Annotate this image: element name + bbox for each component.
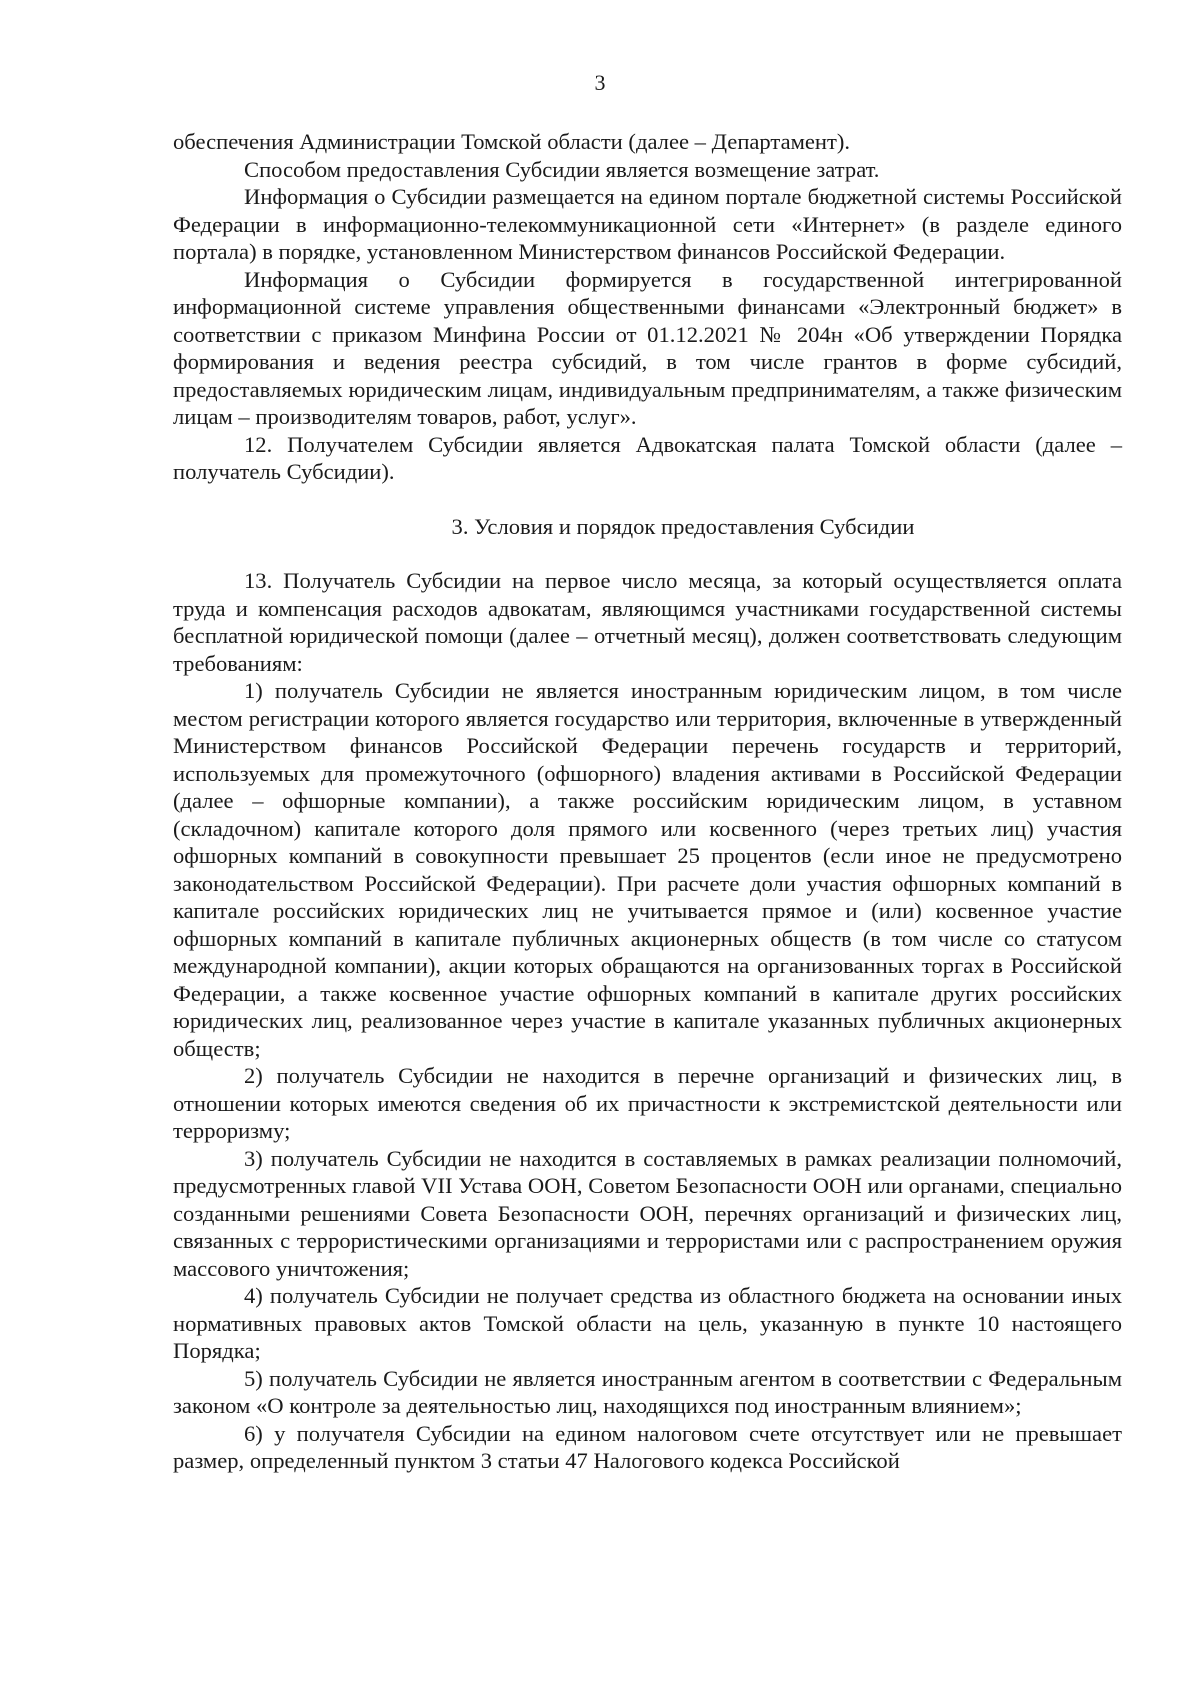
paragraph-portal-info: Информация о Субсидии размещается на едином портале бюджетной системы Российской Федерации в информационно-телекоммуникационной сети «Интернет» (в разделе единого портала) в порядке, установленном Министерством финансов Российской Федерации. — [173, 184, 1122, 264]
paragraph-continuation: обеспечения Администрации Томской области (далее – Департамент). — [173, 129, 851, 154]
section-heading: 3. Условия и порядок предоставления Субсидии — [451, 513, 915, 539]
paragraph-item-13: 13. Получатель Субсидии на первое число месяца, за который осуществляется оплата труда и компенсация расходов адвокатам, являющимся участниками государственной системы бесплатной юридической помощи (далее – отчетный месяц), должен соответствовать следующим требованиям: — [173, 568, 1122, 676]
document-body — [173, 128, 1122, 1475]
list-item-4: 4) получатель Субсидии не получает средства из областного бюджета на основании иных нормативных правовых актов Томской области на цель, указанную в пункте 10 настоящего Порядка; — [173, 1283, 1122, 1363]
list-item-6: 6) у получателя Субсидии на едином налоговом счете отсутствует или не превышает размер, определенный пунктом 3 статьи 47 Налогового кодекса Российской — [173, 1420, 1122, 1473]
list-item-5: 5) получатель Субсидии не является иностранным агентом в соответствии с Федеральным законом «О контроле за деятельностью лиц, находящихся под иностранным влиянием»; — [173, 1365, 1122, 1418]
paragraph-method: Способом предоставления Субсидии является возмещение затрат. — [244, 156, 880, 182]
page-number: 3 — [594, 70, 606, 95]
list-item-3: 3) получатель Субсидии не находится в составляемых в рамках реализации полномочий, предусмотренных главой VII Устава ООН, Советом Безопасности ООН или органами, специально созданными решениями Совета Безопасности ООН, перечнях организаций и физических лиц, связанных с террористическими организациями и террористами или с распространением оружия массового уничтожения; — [173, 1145, 1122, 1281]
list-item-2: 2) получатель Субсидии не находится в перечне организаций и физических лиц, в отношении которых имеются сведения об их причастности к экстремистской деятельности или терроризму; — [173, 1063, 1122, 1143]
paragraph-e-budget-info: Информация о Субсидии формируется в государственной интегрированной информационной системе управления общественными финансами «Электронный бюджет» в соответствии с приказом Минфина России от 01.12.2021 № 204н «Об утверждении Порядка формирования и ведения реестра субсидий, в том числе грантов в форме субсидий, предоставляемых юридическим лицам, индивидуальным предпринимателям, а также физическим лицам – производителям товаров, работ, услуг». — [173, 266, 1122, 429]
list-item-1: 1) получатель Субсидии не является иностранным юридическим лицом, в том числе местом регистрации которого является государство или территория, включенные в утвержденный Министерством финансов Российской Федерации перечень государств и территорий, используемых для промежуточного (офшорного) владения активами в Российской Федерации (далее – офшорные компании), а также российским юридическим лицом, в уставном (складочном) капитале которого доля прямого или косвенного (через третьих лиц) участия офшорных компаний в совокупности превышает 25 процентов (если иное не предусмотрено законодательством Российской Федерации). При расчете доли участия офшорных компаний в капитале российских юридических лиц не учитывается прямое и (или) косвенное участие офшорных компаний в капитале публичных акционерных обществ (в том числе со статусом международной компании), акции которых обращаются на организованных торгах в Российской Федерации, а также косвенное участие офшорных компаний в капитале других российских юридических лиц, реализованное через участие в капитале указанных публичных акционерных обществ; — [173, 678, 1122, 1061]
paragraph-item-12: 12. Получателем Субсидии является Адвокатская палата Томской области (далее – получатель Субсидии). — [173, 431, 1122, 484]
